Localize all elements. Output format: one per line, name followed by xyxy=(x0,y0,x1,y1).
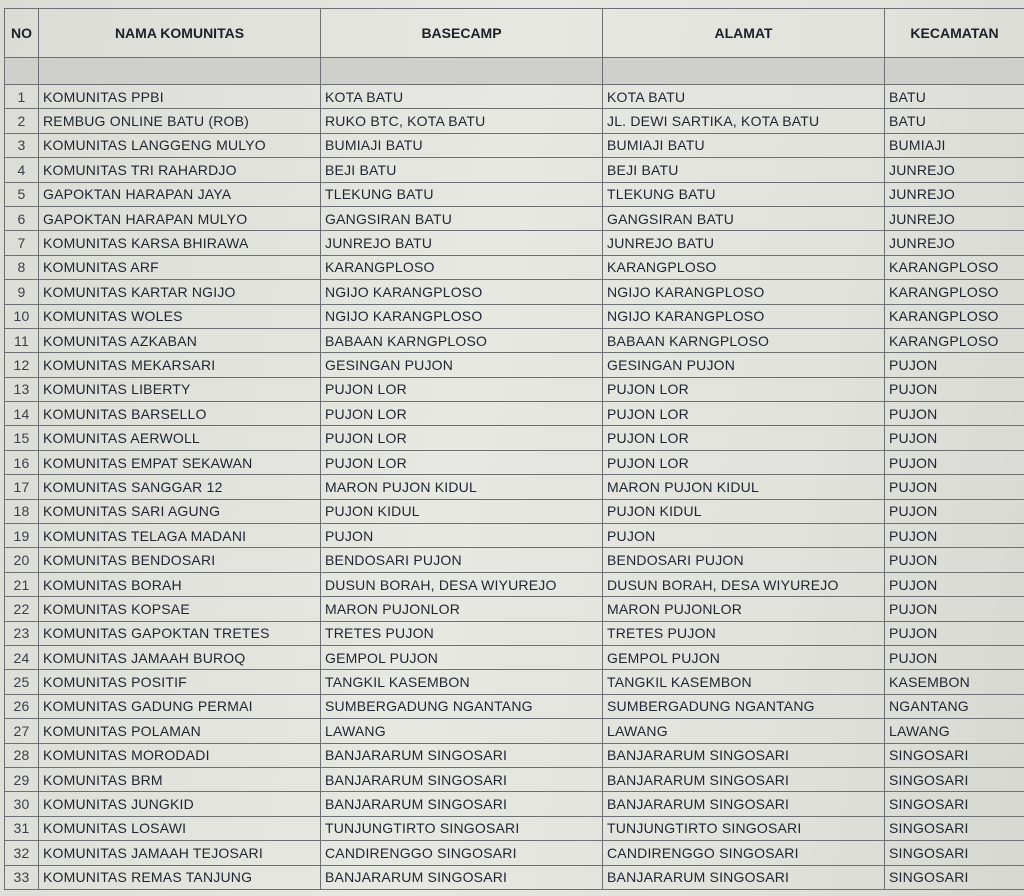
cell-kecamatan: KARANGPLOSO xyxy=(885,280,1024,304)
table-row xyxy=(5,475,1024,499)
cell-basecamp: TANGKIL KASEMBON xyxy=(321,670,603,694)
cell-kecamatan: SINGOSARI xyxy=(885,865,1024,889)
table-row xyxy=(5,158,1024,182)
cell-alamat: KARANGPLOSO xyxy=(603,255,885,279)
cell-alamat: TLEKUNG BATU xyxy=(603,182,885,206)
cell-no: 2 xyxy=(5,109,39,133)
community-table xyxy=(4,8,1024,890)
cell-basecamp: BENDOSARI PUJON xyxy=(321,548,603,572)
header-nama-komunitas: NAMA KOMUNITAS xyxy=(39,9,321,58)
cell-basecamp: NGIJO KARANGPLOSO xyxy=(321,280,603,304)
cell-kecamatan: JUNREJO xyxy=(885,231,1024,255)
spacer-cell xyxy=(885,58,1024,85)
cell-alamat: CANDIRENGGO SINGOSARI xyxy=(603,841,885,865)
cell-basecamp: PUJON xyxy=(321,524,603,548)
cell-kecamatan: SINGOSARI xyxy=(885,792,1024,816)
table-row xyxy=(5,767,1024,791)
cell-alamat: TUNJUNGTIRTO SINGOSARI xyxy=(603,816,885,840)
cell-nama-komunitas: KOMUNITAS LOSAWI xyxy=(39,816,321,840)
cell-nama-komunitas: KOMUNITAS TRI RAHARDJO xyxy=(39,158,321,182)
cell-kecamatan: PUJON xyxy=(885,402,1024,426)
cell-alamat: DUSUN BORAH, DESA WIYUREJO xyxy=(603,572,885,596)
cell-no: 28 xyxy=(5,743,39,767)
cell-basecamp: TLEKUNG BATU xyxy=(321,182,603,206)
header-alamat: ALAMAT xyxy=(603,9,885,58)
cell-alamat: LAWANG xyxy=(603,719,885,743)
cell-kecamatan: SINGOSARI xyxy=(885,743,1024,767)
cell-nama-komunitas: KOMUNITAS JAMAAH BUROQ xyxy=(39,645,321,669)
cell-nama-komunitas: KOMUNITAS POLAMAN xyxy=(39,719,321,743)
cell-nama-komunitas: KOMUNITAS POSITIF xyxy=(39,670,321,694)
cell-alamat: GEMPOL PUJON xyxy=(603,645,885,669)
cell-nama-komunitas: GAPOKTAN HARAPAN JAYA xyxy=(39,182,321,206)
cell-basecamp: JUNREJO BATU xyxy=(321,231,603,255)
cell-basecamp: PUJON LOR xyxy=(321,426,603,450)
cell-alamat: NGIJO KARANGPLOSO xyxy=(603,304,885,328)
cell-basecamp: MARON PUJON KIDUL xyxy=(321,475,603,499)
cell-kecamatan: NGANTANG xyxy=(885,694,1024,718)
cell-basecamp: PUJON LOR xyxy=(321,402,603,426)
cell-basecamp: BANJARARUM SINGOSARI xyxy=(321,743,603,767)
table-row xyxy=(5,645,1024,669)
cell-alamat: BENDOSARI PUJON xyxy=(603,548,885,572)
cell-alamat: PUJON LOR xyxy=(603,377,885,401)
cell-kecamatan: BATU xyxy=(885,85,1024,109)
cell-basecamp: RUKO BTC, KOTA BATU xyxy=(321,109,603,133)
cell-no: 30 xyxy=(5,792,39,816)
cell-kecamatan: BUMIAJI xyxy=(885,133,1024,157)
cell-nama-komunitas: KOMUNITAS JUNGKID xyxy=(39,792,321,816)
cell-nama-komunitas: KOMUNITAS KARSA BHIRAWA xyxy=(39,231,321,255)
table-row xyxy=(5,377,1024,401)
header-row xyxy=(5,9,1024,58)
table-row xyxy=(5,841,1024,865)
cell-alamat: BUMIAJI BATU xyxy=(603,133,885,157)
cell-kecamatan: PUJON xyxy=(885,597,1024,621)
header-kecamatan: KECAMATAN xyxy=(885,9,1024,58)
table-row xyxy=(5,85,1024,109)
table-row xyxy=(5,499,1024,523)
cell-no: 14 xyxy=(5,402,39,426)
cell-nama-komunitas: REMBUG ONLINE BATU (ROB) xyxy=(39,109,321,133)
cell-kecamatan: PUJON xyxy=(885,645,1024,669)
table-row xyxy=(5,524,1024,548)
table-row xyxy=(5,280,1024,304)
cell-nama-komunitas: KOMUNITAS ARF xyxy=(39,255,321,279)
table-row xyxy=(5,621,1024,645)
cell-kecamatan: PUJON xyxy=(885,377,1024,401)
cell-no: 17 xyxy=(5,475,39,499)
cell-basecamp: BEJI BATU xyxy=(321,158,603,182)
spacer-cell xyxy=(321,58,603,85)
cell-basecamp: BANJARARUM SINGOSARI xyxy=(321,792,603,816)
cell-no: 1 xyxy=(5,85,39,109)
cell-kecamatan: SINGOSARI xyxy=(885,841,1024,865)
cell-no: 19 xyxy=(5,524,39,548)
cell-kecamatan: PUJON xyxy=(885,450,1024,474)
cell-basecamp: PUJON KIDUL xyxy=(321,499,603,523)
cell-no: 23 xyxy=(5,621,39,645)
cell-nama-komunitas: KOMUNITAS LIBERTY xyxy=(39,377,321,401)
cell-alamat: GANGSIRAN BATU xyxy=(603,206,885,230)
cell-nama-komunitas: KOMUNITAS BARSELLO xyxy=(39,402,321,426)
cell-nama-komunitas: KOMUNITAS JAMAAH TEJOSARI xyxy=(39,841,321,865)
cell-alamat: BANJARARUM SINGOSARI xyxy=(603,767,885,791)
table-row xyxy=(5,133,1024,157)
cell-basecamp: BUMIAJI BATU xyxy=(321,133,603,157)
cell-alamat: JL. DEWI SARTIKA, KOTA BATU xyxy=(603,109,885,133)
cell-kecamatan: JUNREJO xyxy=(885,182,1024,206)
cell-no: 15 xyxy=(5,426,39,450)
cell-no: 7 xyxy=(5,231,39,255)
cell-basecamp: KOTA BATU xyxy=(321,85,603,109)
cell-no: 33 xyxy=(5,865,39,889)
table-row xyxy=(5,402,1024,426)
cell-no: 16 xyxy=(5,450,39,474)
cell-no: 10 xyxy=(5,304,39,328)
cell-kecamatan: LAWANG xyxy=(885,719,1024,743)
cell-no: 13 xyxy=(5,377,39,401)
cell-kecamatan: PUJON xyxy=(885,572,1024,596)
cell-basecamp: BANJARARUM SINGOSARI xyxy=(321,865,603,889)
cell-nama-komunitas: KOMUNITAS AERWOLL xyxy=(39,426,321,450)
table-row xyxy=(5,670,1024,694)
table-row xyxy=(5,572,1024,596)
cell-no: 8 xyxy=(5,255,39,279)
table-row xyxy=(5,816,1024,840)
cell-no: 31 xyxy=(5,816,39,840)
cell-alamat: TANGKIL KASEMBON xyxy=(603,670,885,694)
cell-nama-komunitas: KOMUNITAS SANGGAR 12 xyxy=(39,475,321,499)
table-row xyxy=(5,597,1024,621)
cell-alamat: BEJI BATU xyxy=(603,158,885,182)
table-row xyxy=(5,255,1024,279)
cell-basecamp: DUSUN BORAH, DESA WIYUREJO xyxy=(321,572,603,596)
cell-basecamp: SUMBERGADUNG NGANTANG xyxy=(321,694,603,718)
cell-basecamp: MARON PUJONLOR xyxy=(321,597,603,621)
cell-kecamatan: KARANGPLOSO xyxy=(885,255,1024,279)
cell-no: 3 xyxy=(5,133,39,157)
cell-basecamp: TRETES PUJON xyxy=(321,621,603,645)
cell-alamat: PUJON LOR xyxy=(603,450,885,474)
cell-nama-komunitas: KOMUNITAS TELAGA MADANI xyxy=(39,524,321,548)
cell-kecamatan: PUJON xyxy=(885,524,1024,548)
cell-alamat: NGIJO KARANGPLOSO xyxy=(603,280,885,304)
cell-no: 5 xyxy=(5,182,39,206)
cell-basecamp: CANDIRENGGO SINGOSARI xyxy=(321,841,603,865)
cell-no: 24 xyxy=(5,645,39,669)
cell-alamat: MARON PUJONLOR xyxy=(603,597,885,621)
cell-alamat: PUJON KIDUL xyxy=(603,499,885,523)
spacer-cell xyxy=(39,58,321,85)
cell-kecamatan: PUJON xyxy=(885,548,1024,572)
cell-nama-komunitas: KOMUNITAS BENDOSARI xyxy=(39,548,321,572)
table-row xyxy=(5,792,1024,816)
cell-alamat: BABAAN KARNGPLOSO xyxy=(603,328,885,352)
cell-nama-komunitas: KOMUNITAS AZKABAN xyxy=(39,328,321,352)
cell-alamat: JUNREJO BATU xyxy=(603,231,885,255)
cell-basecamp: BABAAN KARNGPLOSO xyxy=(321,328,603,352)
cell-nama-komunitas: KOMUNITAS KOPSAE xyxy=(39,597,321,621)
cell-kecamatan: PUJON xyxy=(885,353,1024,377)
cell-alamat: PUJON xyxy=(603,524,885,548)
cell-basecamp: GESINGAN PUJON xyxy=(321,353,603,377)
cell-alamat: PUJON LOR xyxy=(603,426,885,450)
table-row xyxy=(5,865,1024,889)
cell-basecamp: PUJON LOR xyxy=(321,450,603,474)
cell-no: 32 xyxy=(5,841,39,865)
header-basecamp: BASECAMP xyxy=(321,9,603,58)
cell-kecamatan: PUJON xyxy=(885,475,1024,499)
cell-alamat: BANJARARUM SINGOSARI xyxy=(603,792,885,816)
cell-nama-komunitas: KOMUNITAS KARTAR NGIJO xyxy=(39,280,321,304)
cell-basecamp: TUNJUNGTIRTO SINGOSARI xyxy=(321,816,603,840)
cell-kecamatan: BATU xyxy=(885,109,1024,133)
cell-basecamp: LAWANG xyxy=(321,719,603,743)
cell-alamat: PUJON LOR xyxy=(603,402,885,426)
cell-no: 26 xyxy=(5,694,39,718)
cell-alamat: SUMBERGADUNG NGANTANG xyxy=(603,694,885,718)
cell-alamat: BANJARARUM SINGOSARI xyxy=(603,865,885,889)
cell-nama-komunitas: KOMUNITAS WOLES xyxy=(39,304,321,328)
cell-nama-komunitas: KOMUNITAS REMAS TANJUNG xyxy=(39,865,321,889)
table-row xyxy=(5,231,1024,255)
cell-nama-komunitas: KOMUNITAS SARI AGUNG xyxy=(39,499,321,523)
cell-basecamp: GANGSIRAN BATU xyxy=(321,206,603,230)
cell-kecamatan: PUJON xyxy=(885,621,1024,645)
cell-alamat: TRETES PUJON xyxy=(603,621,885,645)
cell-no: 22 xyxy=(5,597,39,621)
cell-kecamatan: KASEMBON xyxy=(885,670,1024,694)
table-row xyxy=(5,450,1024,474)
table-row xyxy=(5,109,1024,133)
cell-nama-komunitas: KOMUNITAS GAPOKTAN TRETES xyxy=(39,621,321,645)
spacer-cell xyxy=(5,58,39,85)
table-row xyxy=(5,304,1024,328)
table-row xyxy=(5,694,1024,718)
table-row xyxy=(5,353,1024,377)
cell-no: 6 xyxy=(5,206,39,230)
table-row xyxy=(5,743,1024,767)
cell-alamat: BANJARARUM SINGOSARI xyxy=(603,743,885,767)
cell-no: 9 xyxy=(5,280,39,304)
cell-nama-komunitas: KOMUNITAS GADUNG PERMAI xyxy=(39,694,321,718)
cell-nama-komunitas: KOMUNITAS BRM xyxy=(39,767,321,791)
spacer-row xyxy=(5,58,1024,85)
cell-no: 20 xyxy=(5,548,39,572)
cell-no: 25 xyxy=(5,670,39,694)
cell-no: 11 xyxy=(5,328,39,352)
cell-nama-komunitas: GAPOKTAN HARAPAN MULYO xyxy=(39,206,321,230)
table-row xyxy=(5,719,1024,743)
cell-no: 18 xyxy=(5,499,39,523)
cell-kecamatan: KARANGPLOSO xyxy=(885,304,1024,328)
cell-basecamp: BANJARARUM SINGOSARI xyxy=(321,767,603,791)
cell-kecamatan: JUNREJO xyxy=(885,158,1024,182)
cell-kecamatan: SINGOSARI xyxy=(885,816,1024,840)
header-no: NO xyxy=(5,9,39,58)
cell-alamat: GESINGAN PUJON xyxy=(603,353,885,377)
cell-no: 27 xyxy=(5,719,39,743)
cell-basecamp: KARANGPLOSO xyxy=(321,255,603,279)
cell-nama-komunitas: KOMUNITAS LANGGENG MULYO xyxy=(39,133,321,157)
cell-no: 4 xyxy=(5,158,39,182)
table-row xyxy=(5,548,1024,572)
cell-kecamatan: SINGOSARI xyxy=(885,767,1024,791)
cell-kecamatan: PUJON xyxy=(885,426,1024,450)
cell-basecamp: PUJON LOR xyxy=(321,377,603,401)
cell-alamat: KOTA BATU xyxy=(603,85,885,109)
cell-nama-komunitas: KOMUNITAS MEKARSARI xyxy=(39,353,321,377)
cell-nama-komunitas: KOMUNITAS PPBI xyxy=(39,85,321,109)
cell-nama-komunitas: KOMUNITAS MORODADI xyxy=(39,743,321,767)
cell-kecamatan: PUJON xyxy=(885,499,1024,523)
cell-basecamp: NGIJO KARANGPLOSO xyxy=(321,304,603,328)
cell-kecamatan: JUNREJO xyxy=(885,206,1024,230)
cell-no: 12 xyxy=(5,353,39,377)
cell-no: 29 xyxy=(5,767,39,791)
table-row xyxy=(5,328,1024,352)
cell-kecamatan: KARANGPLOSO xyxy=(885,328,1024,352)
cell-no: 21 xyxy=(5,572,39,596)
cell-nama-komunitas: KOMUNITAS EMPAT SEKAWAN xyxy=(39,450,321,474)
table-row xyxy=(5,182,1024,206)
cell-alamat: MARON PUJON KIDUL xyxy=(603,475,885,499)
table-row xyxy=(5,206,1024,230)
cell-nama-komunitas: KOMUNITAS BORAH xyxy=(39,572,321,596)
cell-basecamp: GEMPOL PUJON xyxy=(321,645,603,669)
table-row xyxy=(5,426,1024,450)
spacer-cell xyxy=(603,58,885,85)
